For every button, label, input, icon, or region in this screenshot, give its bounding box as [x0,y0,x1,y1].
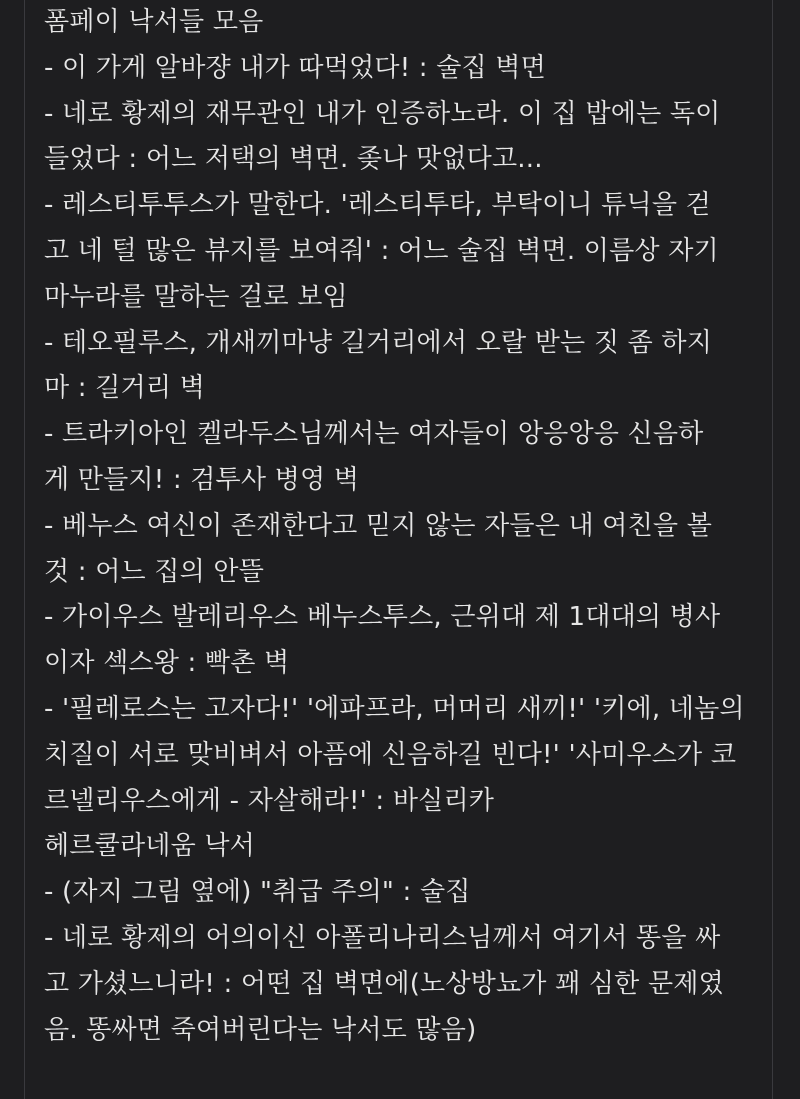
post-line: 들었다 : 어느 저택의 벽면. 좆나 맛없다고... [44,144,543,175]
post-heading: 폼페이 낙서들 모음 [44,7,264,37]
post-line: 고 네 털 많은 뷰지를 보여줘' : 어느 술집 벽면. 이름상 자기 [44,235,719,266]
post-line: 고 가셨느니라! : 어떤 집 벽면에(노상방뇨가 꽤 심한 문제였 [44,968,724,999]
post-line: 음. 똥싸면 죽여버린다는 낙서도 많음) [44,1014,477,1045]
post-line: 것 : 어느 집의 안뜰 [44,556,265,587]
post-line: - '필레로스는 고자다!' '에파프라, 머머리 새끼!' '키에, 네놈의 [44,693,745,724]
post-line: - 가이우스 발레리우스 베누스투스, 근위대 제 1대대의 병사 [44,602,721,633]
post-line: - 레스티투투스가 말한다. '레스티투타, 부탁이니 튜닉을 걷 [44,190,711,221]
section-heading: 헤르쿨라네움 낙서 [44,831,255,862]
post-line: 르넬리우스에게 - 자살해라!' : 바실리카 [44,785,495,816]
post-line: - 네로 황제의 어의이신 아폴리나리스님께서 여기서 똥을 싸 [44,922,721,953]
post-line: - (자지 그림 옆에) "취급 주의" : 술집 [44,877,471,908]
right-border-rule [772,0,773,1099]
post-line: - 테오필루스, 개새끼마냥 길거리에서 오랄 받는 짓 좀 하지 [44,327,713,358]
post-line: 이자 섹스왕 : 빡촌 벽 [44,648,290,679]
post-line: - 네로 황제의 재무관인 내가 인증하노라. 이 집 밥에는 독이 [44,98,721,129]
post-line: - 트라키아인 켈라두스님께서는 여자들이 앙응앙응 신음하 [44,419,704,450]
post-line: - 이 가게 알바쟝 내가 따먹었다! : 술집 벽면 [44,52,546,83]
left-border-rule [24,0,25,1099]
post-line: 마누라를 말하는 걸로 보임 [44,281,348,312]
post-body [44,0,756,1053]
post-line: - 베누스 여신이 존재한다고 믿지 않는 자들은 내 여친을 볼 [44,510,713,541]
post-line: 치질이 서로 맞비벼서 아픔에 신음하길 빈다!' '사미우스가 코 [44,739,737,770]
post-line: 게 만들지! : 검투사 병영 벽 [44,464,360,495]
post-line: 마 : 길거리 벽 [44,373,205,404]
